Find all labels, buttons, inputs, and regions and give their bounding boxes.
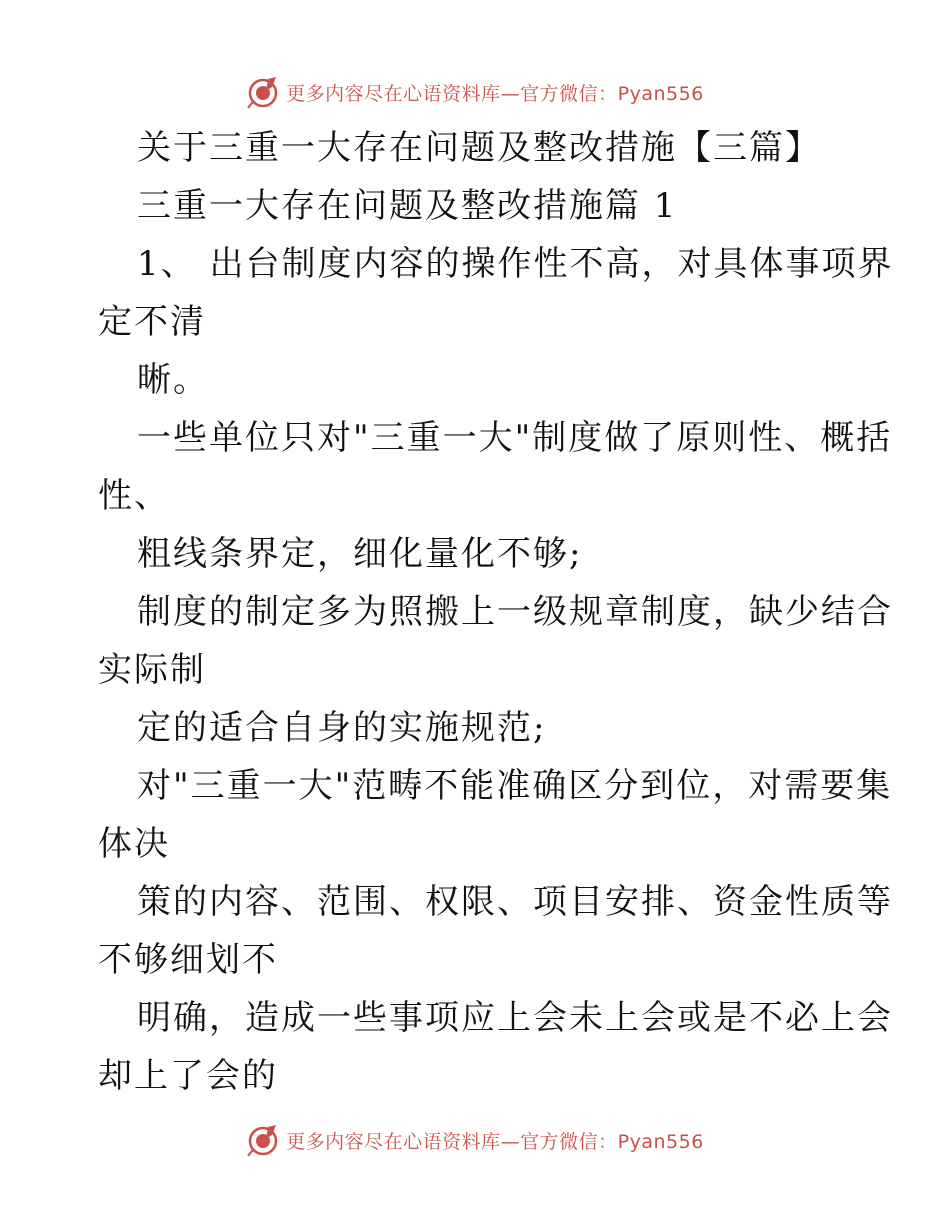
body-line: 对"三重一大"范畴不能准确区分到位，对需要集 [137,766,893,806]
header-watermark-text: 更多内容尽在心语资料库—官方微信：Pyan556 [286,82,704,105]
body-line: 定不清 [98,302,206,342]
document-title: 关于三重一大存在问题及整改措施【三篇】 [137,128,821,168]
body-line: 策的内容、范围、权限、项目安排、资金性质等 [137,882,893,922]
quill-seal-icon [246,1123,280,1157]
body-line: 实际制 [98,650,206,690]
header-watermark [0,72,950,112]
body-line: 不够细划不 [98,940,278,980]
body-line: 制度的制定多为照搬上一级规章制度，缺少结合 [137,592,893,632]
body-line: 性、 [98,476,170,516]
quill-seal-icon [246,75,280,109]
body-line: 1、 出台制度内容的操作性不高，对具体事项界 [137,244,894,284]
body-line: 明确，造成一些事项应上会未上会或是不必上会 [137,998,893,1038]
body-line: 却上了会的 [98,1056,278,1096]
section-heading: 三重一大存在问题及整改措施篇 1 [137,186,678,226]
body-line: 体决 [98,824,170,864]
body-line: 粗线条界定，细化量化不够; [137,534,583,574]
footer-watermark [0,1120,950,1160]
body-line: 晰。 [137,360,209,400]
footer-watermark-inner [246,1123,704,1157]
footer-watermark-text: 更多内容尽在心语资料库—官方微信：Pyan556 [286,1130,704,1153]
body-line: 定的适合自身的实施规范; [137,708,547,748]
header-watermark-inner [246,75,704,109]
body-line: 一些单位只对"三重一大"制度做了原则性、概括 [137,418,893,458]
